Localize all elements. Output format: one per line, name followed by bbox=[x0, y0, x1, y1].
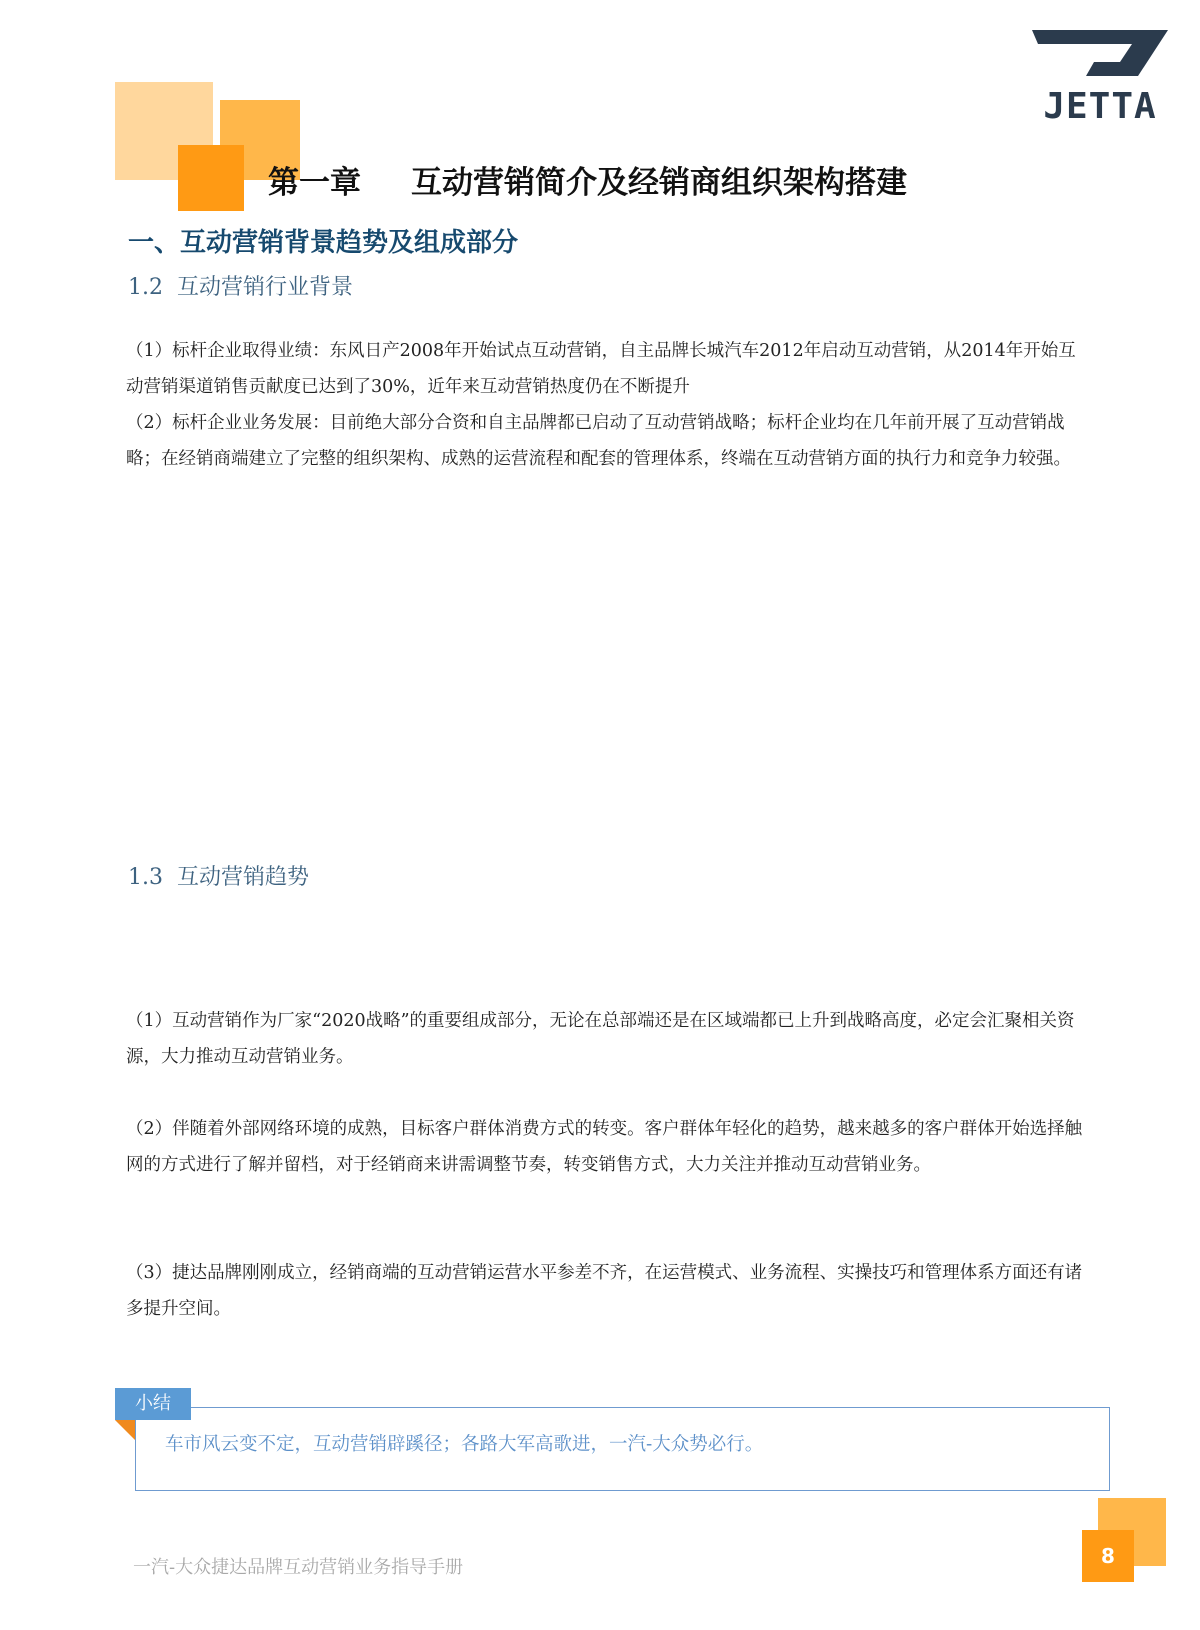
subsection-number: 1.3 bbox=[128, 865, 163, 890]
summary-label: 小结 bbox=[115, 1388, 191, 1420]
summary-tab-fold bbox=[115, 1420, 135, 1440]
logo-wordmark: JETTA bbox=[1043, 86, 1157, 127]
decor-square-dark bbox=[178, 145, 244, 211]
paragraph-1-2-2: （2）标杆企业业务发展：目前绝大部分合资和自主品牌都已启动了互动营销战略；标杆企业均在几年前开展了互动营销战略；在经销商端建立了完整的组织架构、成熟的运营流程和配套的管理体系，终端在互动营销方面的执行力和竞争力较强。 bbox=[126, 413, 1071, 469]
section-title: 一、互动营销背景趋势及组成部分 bbox=[128, 228, 519, 258]
subsection-title: 互动营销行业背景 bbox=[177, 275, 354, 300]
subsection-number: 1.2 bbox=[128, 275, 163, 300]
jetta-logo-mark-icon bbox=[1030, 28, 1170, 84]
footer-title: 一汽-大众捷达品牌互动营销业务指导手册 bbox=[133, 1557, 464, 1578]
jetta-logo bbox=[1030, 28, 1170, 130]
page-number: 8 bbox=[1101, 1544, 1115, 1568]
paragraph-1-3-1: （1）互动营销作为厂家“2020战略”的重要组成部分，无论在总部端还是在区域端都已上升到战略高度，必定会汇聚相关资源，大力推动互动营销业务。 bbox=[126, 1011, 1075, 1067]
paragraph-1-3-2: （2）伴随着外部网络环境的成熟，目标客户群体消费方式的转变。客户群体年轻化的趋势，越来越多的客户群体开始选择触网的方式进行了解并留档，对于经销商来讲需调整节奏，转变销售方式，大力关注并推动互动营销业务。 bbox=[126, 1119, 1083, 1175]
paragraph-1-3-3: （3）捷达品牌刚刚成立，经销商端的互动营销运营水平参差不齐，在运营模式、业务流程、实操技巧和管理体系方面还有诸多提升空间。 bbox=[126, 1263, 1083, 1319]
chapter-heading bbox=[268, 157, 907, 202]
subsection-1-2-heading bbox=[128, 270, 353, 301]
paragraph-1-2-1: （1）标杆企业取得业绩：东风日产2008年开始试点互动营销，自主品牌长城汽车2012年启动互动营销，从2014年开始互动营销渠道销售贡献度已达到了30%，近年来互动营销热度仍在不断提升 bbox=[126, 341, 1076, 397]
chapter-title: 互动营销简介及经销商组织架构搭建 bbox=[411, 165, 907, 201]
summary-text: 车市风云变不定，互动营销辟蹊径；各路大军高歌进，一汽-大众势必行。 bbox=[165, 1434, 764, 1455]
subsection-title: 互动营销趋势 bbox=[177, 865, 310, 890]
chapter-number: 第一章 bbox=[268, 165, 361, 201]
subsection-1-3-heading bbox=[128, 860, 309, 891]
